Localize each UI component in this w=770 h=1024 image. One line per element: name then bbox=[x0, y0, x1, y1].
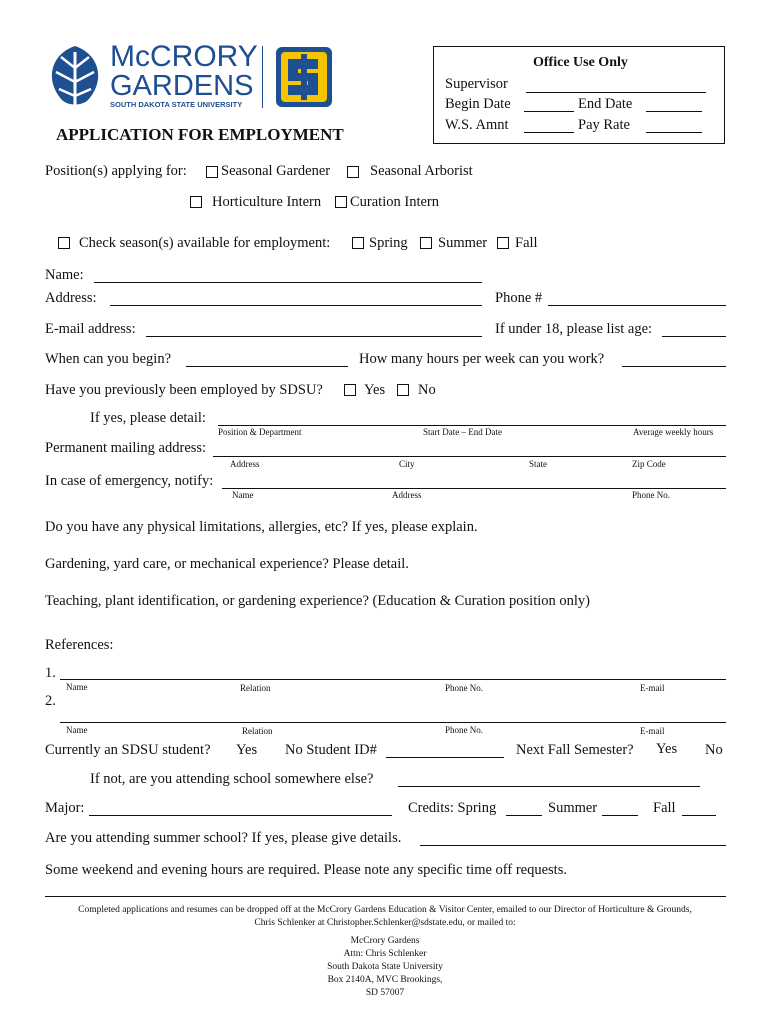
emerg-sub-address: Address bbox=[392, 490, 422, 500]
other-school-label: If not, are you attending school somewhere else? bbox=[90, 771, 374, 787]
perm-sub-city: City bbox=[399, 459, 415, 469]
permanent-field[interactable] bbox=[213, 456, 726, 457]
end-date-label: End Date bbox=[578, 96, 633, 112]
spring-label: Spring bbox=[369, 235, 408, 251]
ifyes-label: If yes, please detail: bbox=[90, 410, 206, 426]
pay-rate-field[interactable] bbox=[646, 132, 702, 133]
logo-divider bbox=[262, 46, 263, 108]
supervisor-field[interactable] bbox=[526, 92, 706, 93]
mccrory-leaf-logo bbox=[44, 44, 106, 110]
hours-field[interactable] bbox=[622, 366, 726, 367]
phone-label: Phone # bbox=[495, 290, 543, 306]
reference-2-number: 2. bbox=[45, 693, 56, 709]
seasonal-gardener-checkbox[interactable] bbox=[206, 166, 218, 178]
seasons-label: Check season(s) available for employment: bbox=[79, 235, 331, 251]
employed-no-label: No bbox=[418, 382, 436, 398]
logo-wordmark-sdsu: SOUTH DAKOTA STATE UNIVERSITY bbox=[110, 100, 243, 109]
ref1-sub-name: Name bbox=[66, 682, 88, 692]
reference-1-number: 1. bbox=[45, 665, 56, 681]
references-label: References: bbox=[45, 637, 114, 653]
end-date-field[interactable] bbox=[646, 111, 702, 112]
seasonal-arborist-checkbox[interactable] bbox=[347, 166, 359, 178]
current-student-label: Currently an SDSU student? bbox=[45, 742, 211, 758]
name-label: Name: bbox=[45, 267, 84, 283]
address-field[interactable] bbox=[110, 305, 482, 306]
ref2-sub-email: E-mail bbox=[640, 726, 665, 736]
seasonal-arborist-label: Seasonal Arborist bbox=[370, 163, 473, 179]
perm-sub-address: Address bbox=[230, 459, 260, 469]
office-heading: Office Use Only bbox=[533, 55, 628, 70]
employed-yes-checkbox[interactable] bbox=[344, 384, 356, 396]
footer-divider bbox=[45, 896, 726, 897]
email-label: E-mail address: bbox=[45, 321, 136, 337]
age-field[interactable] bbox=[662, 336, 726, 337]
ws-amnt-field[interactable] bbox=[524, 132, 574, 133]
phone-field[interactable] bbox=[548, 305, 726, 306]
horticulture-intern-label: Horticulture Intern bbox=[212, 194, 322, 210]
credits-spring-label: Credits: Spring bbox=[408, 800, 497, 816]
major-field[interactable] bbox=[89, 815, 392, 816]
summer-label: Summer bbox=[438, 235, 488, 251]
student-no-id-label: No Student ID# bbox=[285, 742, 377, 758]
ref2-sub-relation: Relation bbox=[242, 726, 273, 736]
emergency-field[interactable] bbox=[222, 488, 726, 489]
reference-2-field[interactable] bbox=[60, 722, 726, 723]
credits-summer-field[interactable] bbox=[602, 815, 638, 816]
emerg-sub-phone: Phone No. bbox=[632, 490, 670, 500]
ifyes-field[interactable] bbox=[218, 425, 726, 426]
credits-summer-label: Summer bbox=[548, 800, 598, 816]
fall-checkbox[interactable] bbox=[497, 237, 509, 249]
ifyes-sub-dates: Start Date – End Date bbox=[423, 427, 502, 437]
credits-fall-label: Fall bbox=[653, 800, 676, 816]
perm-sub-state: State bbox=[529, 459, 547, 469]
footer-address-4: Box 2140A, MVC Brookings, bbox=[327, 975, 443, 985]
ref1-sub-phone: Phone No. bbox=[445, 683, 483, 693]
other-school-field[interactable] bbox=[398, 786, 700, 787]
limitations-question: Do you have any physical limitations, allergies, etc? If yes, please explain. bbox=[45, 519, 478, 535]
student-yes-option[interactable]: Yes bbox=[236, 742, 258, 758]
ref1-sub-relation: Relation bbox=[240, 683, 271, 693]
positions-label: Position(s) applying for: bbox=[45, 163, 187, 179]
pay-rate-label: Pay Rate bbox=[578, 117, 630, 133]
next-fall-no-option[interactable]: No bbox=[705, 742, 723, 758]
sdsu-monogram-logo bbox=[274, 45, 334, 109]
perm-sub-zip: Zip Code bbox=[632, 459, 666, 469]
weekend-note: Some weekend and evening hours are required. Please note any specific time off requests. bbox=[45, 862, 567, 878]
ref2-sub-phone: Phone No. bbox=[445, 725, 483, 735]
ifyes-sub-hours: Average weekly hours bbox=[633, 427, 714, 437]
summer-school-field[interactable] bbox=[420, 845, 726, 846]
logo-wordmark-gardens: GARDENS bbox=[110, 70, 254, 102]
gardening-question: Gardening, yard care, or mechanical experience? Please detail. bbox=[45, 556, 409, 572]
footer-address-5: SD 57007 bbox=[365, 988, 405, 998]
footer-address-2: Attn: Chris Schlenker bbox=[343, 949, 427, 959]
emerg-sub-name: Name bbox=[232, 490, 254, 500]
begin-date-field[interactable] bbox=[524, 111, 574, 112]
spring-checkbox[interactable] bbox=[352, 237, 364, 249]
credits-spring-field[interactable] bbox=[506, 815, 542, 816]
under18-label: If under 18, please list age: bbox=[495, 321, 653, 337]
begin-field[interactable] bbox=[186, 366, 348, 367]
ref1-sub-email: E-mail bbox=[640, 683, 665, 693]
summer-school-label: Are you attending summer school? If yes, please give details. bbox=[45, 830, 402, 846]
employed-no-checkbox[interactable] bbox=[397, 384, 409, 396]
curation-intern-label: Curation Intern bbox=[350, 194, 439, 210]
next-fall-yes-option[interactable]: Yes bbox=[656, 741, 678, 757]
employed-label: Have you previously been employed by SDSU? bbox=[45, 382, 323, 398]
ws-amnt-label: W.S. Amnt bbox=[445, 117, 509, 133]
begin-label: When can you begin? bbox=[45, 351, 172, 367]
credits-fall-field[interactable] bbox=[682, 815, 716, 816]
ifyes-sub-position: Position & Department bbox=[218, 427, 302, 437]
teaching-question: Teaching, plant identification, or gardening experience? (Education & Curation position only) bbox=[45, 593, 590, 609]
emergency-label: In case of emergency, notify: bbox=[45, 473, 214, 489]
student-id-field[interactable] bbox=[386, 757, 504, 758]
ref2-sub-name: Name bbox=[66, 725, 88, 735]
reference-1-field[interactable] bbox=[60, 679, 726, 680]
begin-date-label: Begin Date bbox=[445, 96, 511, 112]
footer-line-2: Chris Schlenker at Christopher.Schlenker@sdstate.edu, or mailed to: bbox=[254, 918, 516, 928]
horticulture-intern-checkbox[interactable] bbox=[190, 196, 202, 208]
curation-intern-checkbox[interactable] bbox=[335, 196, 347, 208]
fall-label: Fall bbox=[515, 235, 538, 251]
footer-address-3: South Dakota State University bbox=[327, 962, 443, 972]
footer-line-1: Completed applications and resumes can be dropped off at the McCrory Gardens Education & Visitor Center, emailed to our Director of Horticulture & Grounds, bbox=[78, 905, 692, 915]
next-fall-label: Next Fall Semester? bbox=[516, 742, 634, 758]
permanent-label: Permanent mailing address: bbox=[45, 440, 207, 456]
seasonal-gardener-label: Seasonal Gardener bbox=[221, 163, 331, 179]
major-label: Major: bbox=[45, 800, 85, 816]
season-check-all-checkbox[interactable] bbox=[58, 237, 70, 249]
employed-yes-label: Yes bbox=[364, 382, 386, 398]
hours-label: How many hours per week can you work? bbox=[359, 351, 605, 367]
footer-address-1: McCrory Gardens bbox=[350, 936, 420, 946]
logo-wordmark-mccrory: McCRORY bbox=[110, 40, 258, 73]
name-field[interactable] bbox=[94, 282, 482, 283]
address-label: Address: bbox=[45, 290, 97, 306]
summer-checkbox[interactable] bbox=[420, 237, 432, 249]
email-field[interactable] bbox=[146, 336, 482, 337]
page-title: APPLICATION FOR EMPLOYMENT bbox=[56, 125, 344, 144]
supervisor-label: Supervisor bbox=[445, 76, 508, 92]
